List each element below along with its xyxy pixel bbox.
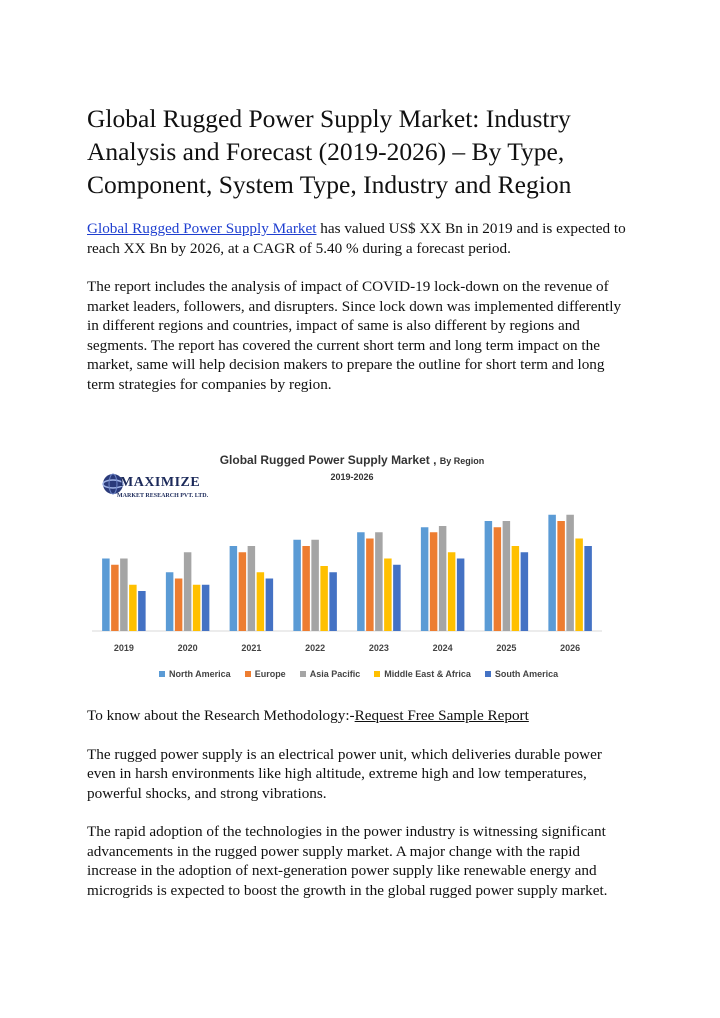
legend-label: Europe bbox=[254, 669, 286, 679]
legend-swatch bbox=[485, 671, 491, 677]
bar-2024-europe bbox=[430, 532, 438, 631]
bar-2022-asia-pacific bbox=[311, 540, 319, 631]
bar-2026-middle-east-africa bbox=[575, 539, 583, 632]
bar-2026-north-america bbox=[548, 515, 556, 631]
bar-2025-asia-pacific bbox=[503, 521, 511, 631]
bar-2026-asia-pacific bbox=[566, 515, 574, 631]
logo-wordmark: MAXIMIZE bbox=[120, 475, 201, 490]
legend-item bbox=[485, 669, 558, 679]
x-tick-label: 2021 bbox=[241, 643, 262, 653]
bar-2020-south-america bbox=[202, 585, 210, 631]
chart-legend bbox=[159, 669, 558, 679]
bar-2023-north-america bbox=[357, 532, 365, 631]
document-body bbox=[87, 102, 632, 413]
bar-2023-asia-pacific bbox=[375, 532, 383, 631]
bar-2022-north-america bbox=[293, 540, 301, 631]
legend-label: Middle East & Africa bbox=[384, 669, 471, 679]
bar-2024-middle-east-africa bbox=[448, 552, 456, 631]
covid-paragraph: The report includes the analysis of impact of COVID-19 lock-down on the revenue of market leaders, followers, and disrupters. Since lock down was implemented differently in different regions and countries, impact of same is also different by regions and segments. The report has covered the current short term and long term impact on the market, same will help decision makers to prepare the outline for short term and long term strategies for companies by region. bbox=[87, 278, 622, 393]
intro-paragraph bbox=[87, 219, 632, 258]
x-tick-label: 2019 bbox=[113, 643, 134, 653]
definition-paragraph: The rugged power supply is an electrical power unit, which deliveries durable power even in harsh environments like high altitude, extreme high and low temperatures, powerful shocks, and strong vibrations. bbox=[87, 745, 602, 802]
x-tick-label: 2026 bbox=[560, 643, 581, 653]
bar-2022-middle-east-africa bbox=[320, 566, 328, 631]
bar-2025-europe bbox=[494, 527, 502, 631]
bar-2021-middle-east-africa bbox=[257, 572, 265, 631]
bar-2024-north-america bbox=[421, 527, 429, 631]
bar-2021-europe bbox=[239, 552, 247, 631]
sample-report-link[interactable]: Request Free Sample Report bbox=[354, 707, 529, 724]
bar-2026-south-america bbox=[584, 546, 592, 631]
legend-label: South America bbox=[494, 669, 559, 679]
bar-2019-south-america bbox=[138, 591, 146, 631]
chart-title-suffix: By Region bbox=[439, 456, 485, 466]
x-tick-label: 2022 bbox=[305, 643, 326, 653]
legend-item bbox=[300, 669, 361, 679]
region-bar-chart bbox=[87, 443, 617, 693]
bar-2020-north-america bbox=[166, 572, 174, 631]
bar-2023-middle-east-africa bbox=[384, 559, 392, 632]
x-tick-label: 2025 bbox=[496, 643, 517, 653]
bar-2025-south-america bbox=[521, 552, 529, 631]
x-tick-label: 2023 bbox=[368, 643, 389, 653]
chart-plot-area bbox=[87, 443, 617, 663]
bar-2019-asia-pacific bbox=[120, 559, 128, 632]
legend-swatch bbox=[159, 671, 165, 677]
x-tick-label: 2020 bbox=[177, 643, 198, 653]
bar-2019-north-america bbox=[102, 559, 110, 632]
bar-2022-europe bbox=[302, 546, 310, 631]
document-body-continued bbox=[87, 706, 632, 919]
bar-2025-middle-east-africa bbox=[512, 546, 520, 631]
bar-2021-north-america bbox=[230, 546, 238, 631]
bar-2025-north-america bbox=[485, 521, 493, 631]
intro-text: has valued US$ XX Bn in 2019 and is expected to reach XX Bn by 2026, at a CAGR of 5.40 % during a forecast period. bbox=[87, 220, 626, 257]
legend-label: North America bbox=[169, 669, 231, 679]
legend-label: Asia Pacific bbox=[309, 669, 361, 679]
methodology-line bbox=[87, 706, 632, 726]
methodology-text: To know about the Research Methodology:- bbox=[87, 707, 355, 724]
x-tick-label: 2024 bbox=[432, 643, 453, 653]
bar-2020-middle-east-africa bbox=[193, 585, 201, 631]
market-link[interactable]: Global Rugged Power Supply Market bbox=[87, 220, 317, 237]
legend-swatch bbox=[300, 671, 306, 677]
legend-swatch bbox=[374, 671, 380, 677]
bar-2026-europe bbox=[557, 521, 565, 631]
bar-2023-south-america bbox=[393, 565, 401, 631]
bar-2024-south-america bbox=[457, 559, 465, 632]
legend-item bbox=[374, 669, 471, 679]
legend-item bbox=[245, 669, 286, 679]
bar-2019-europe bbox=[111, 565, 119, 631]
bar-2020-asia-pacific bbox=[184, 552, 192, 631]
bar-2019-middle-east-africa bbox=[129, 585, 137, 631]
logo-subtitle: MARKET RESEARCH PVT. LTD. bbox=[117, 493, 209, 499]
bar-2021-south-america bbox=[266, 579, 274, 632]
bar-2023-europe bbox=[366, 539, 374, 632]
legend-item bbox=[159, 669, 231, 679]
bar-2020-europe bbox=[175, 579, 183, 632]
bar-2024-asia-pacific bbox=[439, 526, 447, 631]
legend-swatch bbox=[245, 671, 251, 677]
bar-2022-south-america bbox=[329, 572, 337, 631]
bar-2021-asia-pacific bbox=[248, 546, 256, 631]
page-title: Global Rugged Power Supply Market: Industry Analysis and Forecast (2019-2026) – By Type, Component, System Type, Industry and Region bbox=[87, 104, 572, 199]
growth-paragraph: The rapid adoption of the technologies in the power industry is witnessing significant advancements in the rugged power supply market. A major change with the rapid increase in the adoption of next-generation power supply like renewable energy and microgrids is expected to boost the growth in the global rugged power supply market. bbox=[87, 823, 608, 899]
chart-title-main: Global Rugged Power Supply Market , bbox=[219, 453, 437, 467]
chart-subtitle: 2019-2026 bbox=[330, 472, 374, 482]
